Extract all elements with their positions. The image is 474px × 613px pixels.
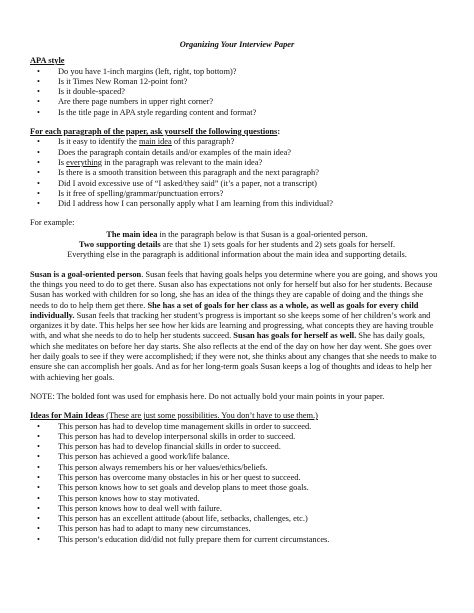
sample-topic-sentence: Susan is a goal-oriented person [30,269,142,279]
apa-item: • Is it double-spaced? [30,87,444,97]
question-item [30,168,444,178]
idea-item: • This person has achieved a good work/life balance. [30,452,444,462]
main-idea-text: in the paragraph below is that Susan is a goal-oriented person. [157,229,368,239]
idea-item: • This person has had to develop interpersonal skills in order to succeed. [30,432,444,442]
apa-section [30,56,444,118]
question-underlined: everything [66,157,102,167]
idea-item: • This person has had to adapt to many new circumstances. [30,524,444,534]
question-item [30,179,444,189]
example-intro: For example: [30,218,75,228]
question-underlined: main idea [138,137,172,147]
sample-detail-1: She has a set of goals for her class as a whole, as well as goals for every child individually. [30,300,419,320]
question-item [30,199,444,209]
idea-item: • This person knows how to stay motivated. [30,494,444,504]
details-label: Two supporting details [78,240,161,250]
question-text: Did I avoid excessive use of “I asked/they said” (it’s a paper, not a transcript) [58,178,317,188]
paragraph-questions-list [30,137,444,209]
idea-item: • This person has overcome many obstacles in his or her quest to succeed. [30,473,444,483]
idea-item: • This person has had to develop time management skills in order to succeed. [30,422,444,432]
question-text: Is it easy to identify the [58,137,139,147]
question-text: Does the paragraph contain details and/or examples of the main idea? [58,147,292,157]
apa-heading: APA style [30,56,65,66]
details-text: are that she 1) sets goals for her students and 2) sets goals for herself. [160,240,396,250]
question-text: Is it free of spelling/grammar/punctuation errors? [58,188,224,198]
sample-paragraph [30,270,444,383]
example-section [30,218,444,260]
question-text: of this paragraph? [171,137,235,147]
idea-item: • This person has an excellent attitude (about life, setbacks, challenges, etc.) [30,514,444,524]
question-item [30,137,444,147]
idea-item: • This person always remembers his or her values/ethics/beliefs. [30,463,444,473]
sample-text: Susan feels that tracking her student’s progress is important so she keeps some of her children’s work and organizes it by date. This helps her see how her kids are learning and progressing, what concepts they are having trouble with, and what she needs to do to help her students succeed. [30,310,434,341]
sample-text: She has daily goals, which she meditates on before her day starts. She also reflects at the end of the day on how her day went. She goes over her daily goals to see if they were accomplished; if they were not, she thinks about any changes that she needs to make to ensure she can accomplish her goals. And as for her long-term goals Susan keeps a log of thoughts and ideas to help her with achieving her goals. [30,331,437,382]
main-idea-label: The main idea [106,229,158,239]
question-item [30,148,444,158]
question-text: in the paragraph was relevant to the main idea? [101,157,263,167]
apa-item: • Is it Times New Roman 12-point font? [30,77,444,87]
ideas-heading-note: (These are just some possibilities. You don’t have to use them.) [104,411,318,421]
paragraph-questions-section [30,127,444,209]
idea-item: • This person has had to develop financial skills in order to succeed. [30,442,444,452]
question-item [30,158,444,168]
apa-item: • Is the title page in APA style regarding content and format? [30,108,444,118]
paragraph-questions-heading [30,127,444,137]
example-main-idea [30,230,444,240]
example-details [30,240,444,250]
sample-detail-2: Susan has goals for herself as well. [233,331,357,341]
note-text: NOTE: The bolded font was used for emphasis here. Do not actually bold your main points in your paper. [30,391,385,401]
question-text: Did I address how I can personally apply what I am learning from this individual? [58,199,333,209]
question-text: Is [58,157,67,167]
idea-item: • This person knows how to deal well with failure. [30,504,444,514]
apa-checklist [30,67,444,118]
ideas-heading-bold: Ideas for Main Ideas [30,411,105,421]
sample-text: . Susan feels that having goals helps you determine where you are going, and shows you the things you need to do to get there. Susan also has expectations not only for herself but also for her students. Because Susan has worked with children for so long, she has an idea of the things they are capable of doing and the things she needs to do to help them get there. [30,269,438,310]
document-title: Organizing Your Interview Paper [179,40,295,49]
ideas-list [30,422,444,546]
idea-item: • This person knows how to set goals and develop plans to meet those goals. [30,483,444,493]
apa-item: • Are there page numbers in upper right corner? [30,97,444,107]
question-text: Is there is a smooth transition between this paragraph and the next paragraph? [58,168,319,178]
example-relevance: Everything else in the paragraph is additional information about the main idea and supporting details. [67,250,407,260]
question-item [30,189,444,199]
ideas-heading [30,411,444,421]
apa-item: • Do you have 1-inch margins (left, right, top bottom)? [30,67,444,77]
idea-item: • This person’s education did/did not fully prepare them for current circumstances. [30,535,444,545]
paragraph-questions-heading-colon: : [277,127,281,137]
paragraph-questions-heading-text: For each paragraph of the paper, ask yourself the following questions [30,127,278,137]
